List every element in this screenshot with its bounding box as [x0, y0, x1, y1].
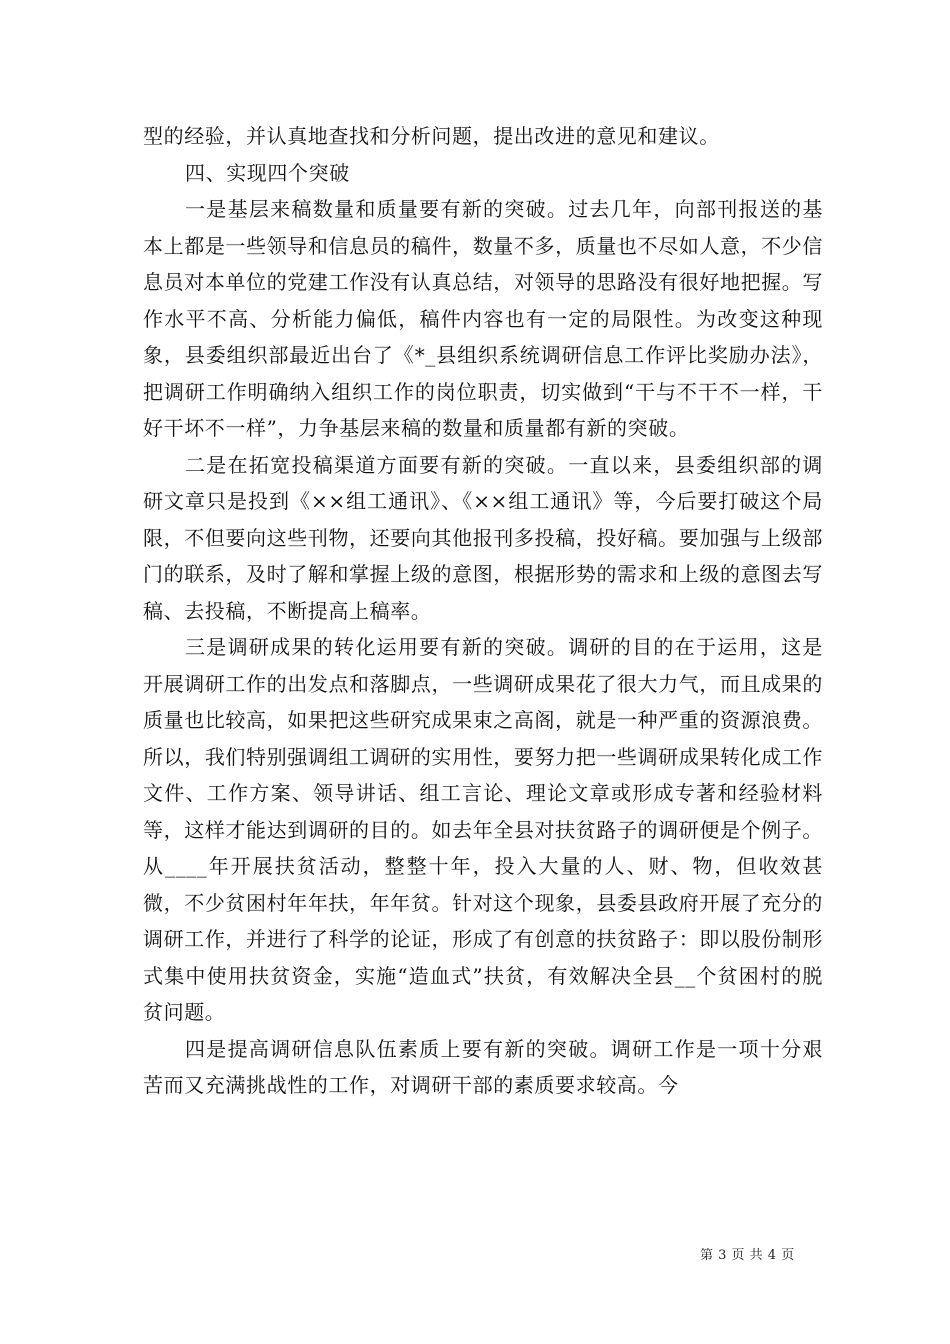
- paragraph-first-breakthrough: 一是基层来稿数量和质量要有新的突破。过去几年，向部刊报送的基本上都是一些领导和信息员的稿件，数量不多，质量也不尽如人意，不少信息员对本单位的党建工作没有认真总结，对领导的思路没有很好地把握。写作水平不高、分析能力偏低，稿件内容也有一定的局限性。为改变这种现象，县委组织部最近出台了《*_县组织系统调研信息工作评比奖励办法》，把调研工作明确纳入组织工作的岗位职责，切实做到“干与不干不一样，干好干坏不一样”，力争基层来稿的数量和质量都有新的突破。: [143, 197, 823, 440]
- document-body: [143, 118, 823, 1104]
- paragraph-second-breakthrough: 二是在拓宽投稿渠道方面要有新的突破。一直以来，县委组织部的调研文章只是投到《××组工通讯》、《××组工通讯》等，今后要打破这个局限，不但要向这些刊物，还要向其他报刊多投稿，投好稿。要加强与上级部门的联系，及时了解和掌握上级的意图，根据形势的需求和上级的意图去写稿、去投稿，不断提高上稿率。: [143, 452, 823, 623]
- section-heading: 四、实现四个突破: [185, 160, 350, 185]
- paragraph-fourth-breakthrough: 四是提高调研信息队伍素质上要有新的突破。调研工作是一项十分艰苦而又充满挑战性的工作，对调研干部的素质要求较高。今: [143, 1036, 823, 1097]
- paragraph-continuation: 型的经验，并认真地查找和分析问题，提出改进的意见和建议。: [143, 124, 720, 148]
- paragraph-third-breakthrough: 三是调研成果的转化运用要有新的突破。调研的目的在于运用，这是开展调研工作的出发点和落脚点，一些调研成果花了很大力气，而且成果的质量也比较高，如果把这些研究成果束之高阁，就是一种严重的资源浪费。所以，我们特别强调组工调研的实用性，要努力把一些调研成果转化成工作文件、工作方案、领导讲话、组工言论、理论文章或形成专著和经验材料等，这样才能达到调研的目的。如去年全县对扶贫路子的调研便是个例子。从____年开展扶贫活动，整整十年，投入大量的人、财、物，但收效甚微，不少贫困村年年扶，年年贫。针对这个现象，县委县政府开展了充分的调研工作，并进行了科学的论证，形成了有创意的扶贫路子：即以股份制形式集中使用扶贫资金，实施“造血式”扶贫，有效解决全县__个贫困村的脱贫问题。: [143, 635, 823, 1024]
- page-number: 第 3 页 共 4 页: [700, 1248, 795, 1263]
